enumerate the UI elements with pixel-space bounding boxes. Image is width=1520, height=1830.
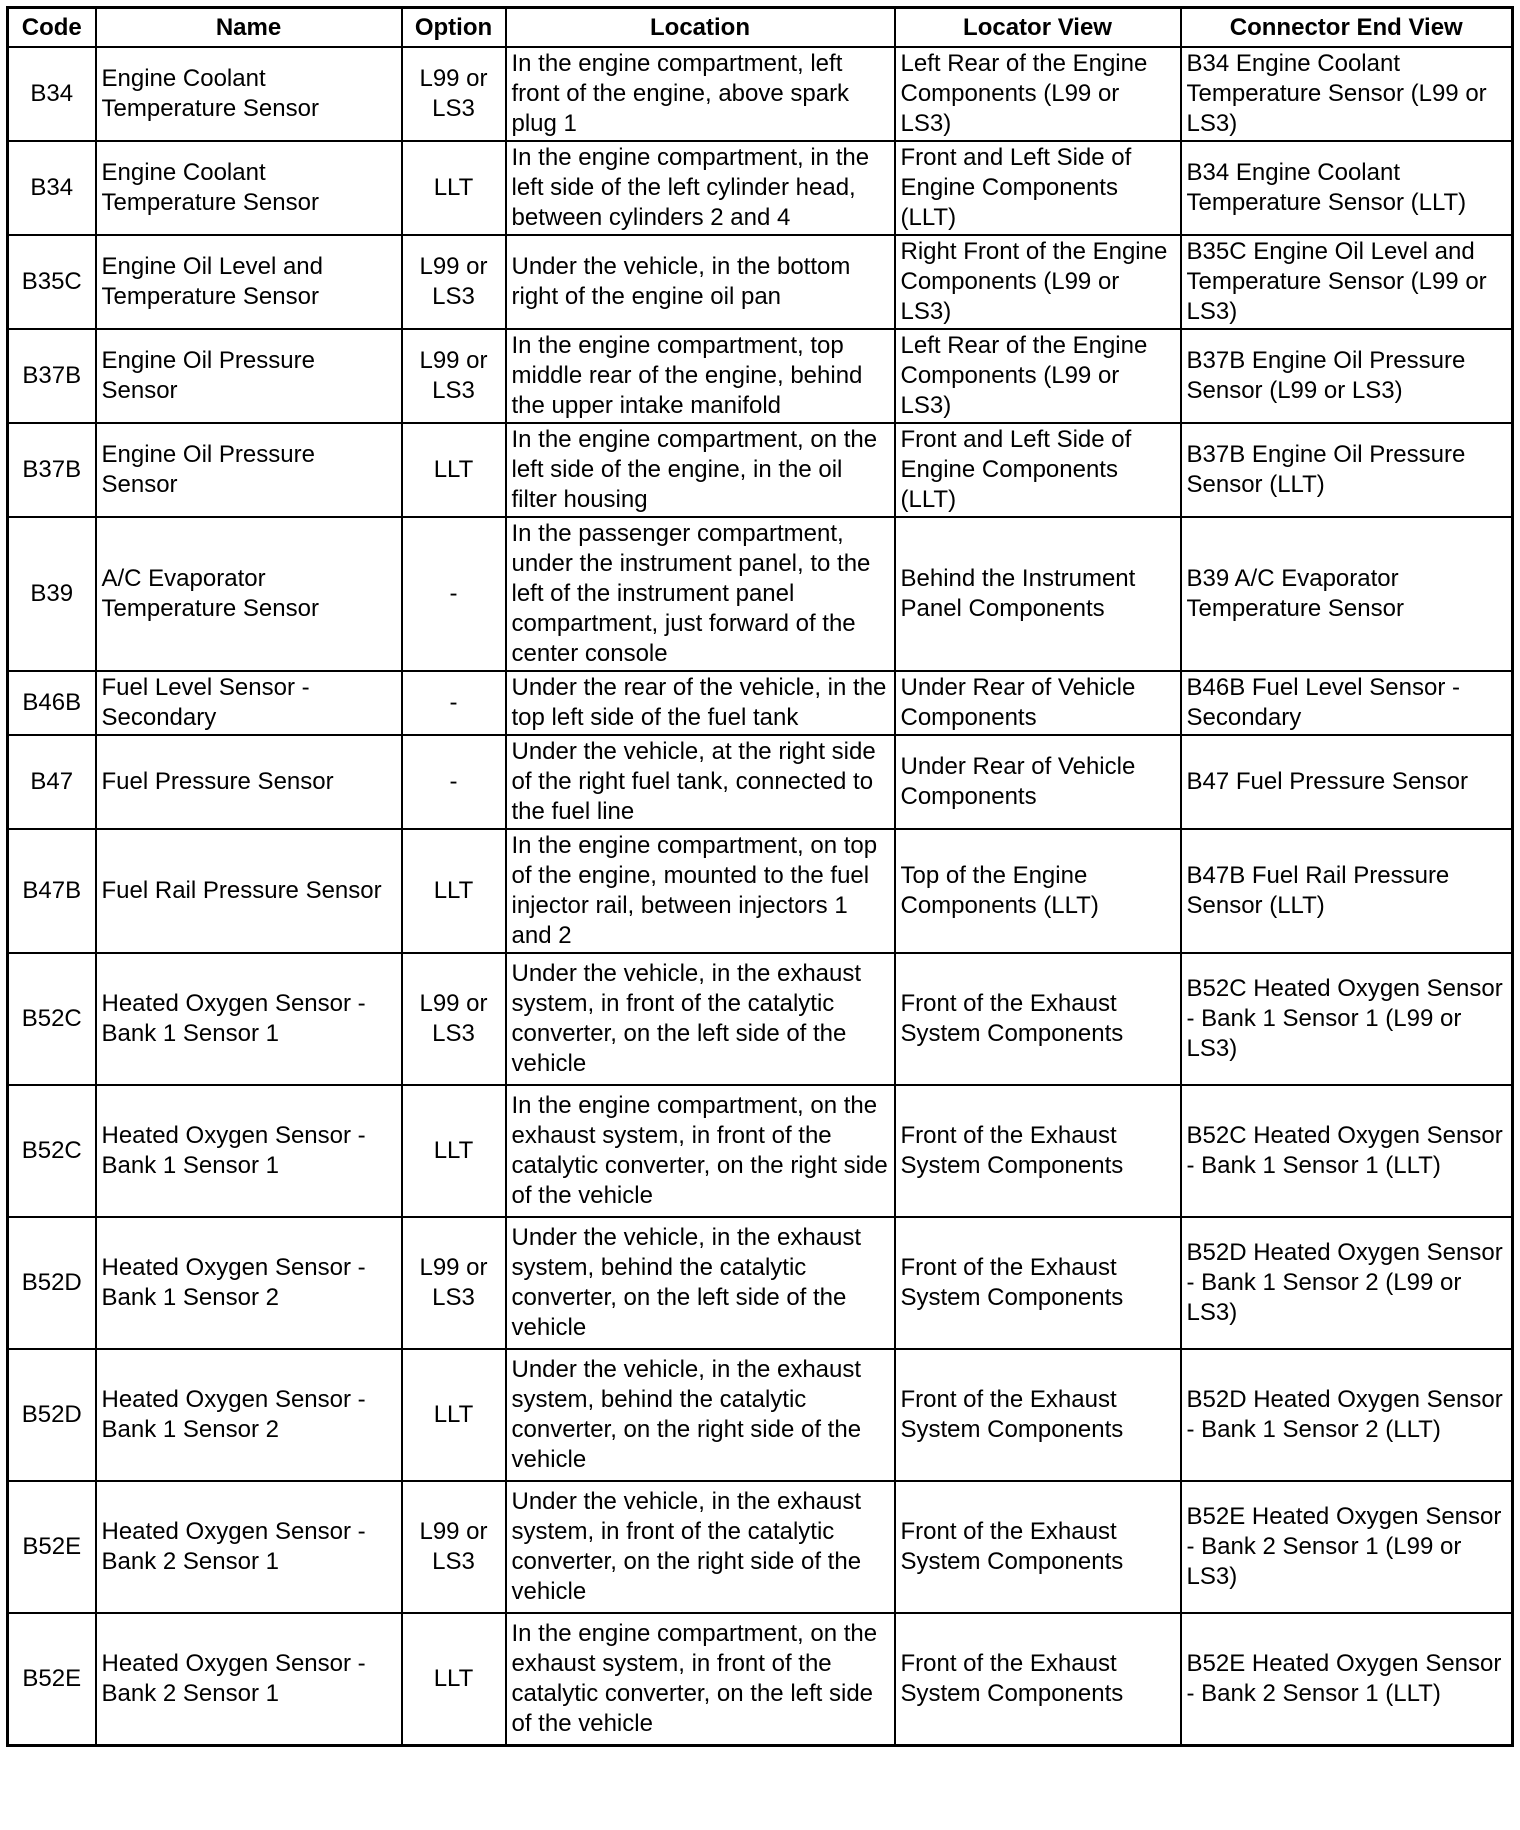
cell-name: Engine Oil Pressure Sensor [96,329,402,423]
cell-location: In the engine compartment, on the exhaust system, in front of the catalytic converter, on the left side of the vehicle [506,1613,895,1745]
cell-option: L99 or LS3 [402,953,506,1085]
cell-locator-view: Front and Left Side of Engine Components (LLT) [895,423,1181,517]
component-locator-table [6,6,1514,1747]
cell-name: Heated Oxygen Sensor - Bank 1 Sensor 2 [96,1349,402,1481]
cell-name: Fuel Rail Pressure Sensor [96,829,402,953]
table-header-row [8,8,1513,48]
cell-option: L99 or LS3 [402,1217,506,1349]
cell-locator-view: Under Rear of Vehicle Components [895,671,1181,735]
cell-location: Under the vehicle, in the bottom right of the engine oil pan [506,235,895,329]
cell-name: A/C Evaporator Temperature Sensor [96,517,402,671]
cell-connector-end-view: B52C Heated Oxygen Sensor - Bank 1 Sensor 1 (LLT) [1181,1085,1513,1217]
cell-locator-view: Front of the Exhaust System Components [895,1481,1181,1613]
cell-location: Under the rear of the vehicle, in the top left side of the fuel tank [506,671,895,735]
table-row [8,953,1513,1085]
cell-name: Heated Oxygen Sensor - Bank 1 Sensor 2 [96,1217,402,1349]
cell-location: In the engine compartment, on top of the engine, mounted to the fuel injector rail, between injectors 1 and 2 [506,829,895,953]
cell-option: LLT [402,1349,506,1481]
cell-code: B52D [8,1349,96,1481]
cell-code: B52E [8,1481,96,1613]
cell-option: L99 or LS3 [402,1481,506,1613]
cell-code: B34 [8,141,96,235]
cell-connector-end-view: B35C Engine Oil Level and Temperature Sensor (L99 or LS3) [1181,235,1513,329]
cell-option: - [402,735,506,829]
cell-option: LLT [402,1085,506,1217]
cell-locator-view: Top of the Engine Components (LLT) [895,829,1181,953]
cell-option: LLT [402,141,506,235]
cell-code: B34 [8,47,96,141]
cell-connector-end-view: B34 Engine Coolant Temperature Sensor (LLT) [1181,141,1513,235]
cell-name: Engine Coolant Temperature Sensor [96,47,402,141]
cell-location: Under the vehicle, in the exhaust system, in front of the catalytic converter, on the right side of the vehicle [506,1481,895,1613]
cell-locator-view: Front of the Exhaust System Components [895,1217,1181,1349]
cell-connector-end-view: B52D Heated Oxygen Sensor - Bank 1 Sensor 2 (L99 or LS3) [1181,1217,1513,1349]
cell-connector-end-view: B52C Heated Oxygen Sensor - Bank 1 Sensor 1 (L99 or LS3) [1181,953,1513,1085]
cell-connector-end-view: B39 A/C Evaporator Temperature Sensor [1181,517,1513,671]
cell-location: In the engine compartment, left front of the engine, above spark plug 1 [506,47,895,141]
cell-code: B37B [8,423,96,517]
table-row [8,329,1513,423]
table-row [8,671,1513,735]
cell-name: Engine Oil Pressure Sensor [96,423,402,517]
cell-locator-view: Left Rear of the Engine Components (L99 or LS3) [895,47,1181,141]
cell-code: B47B [8,829,96,953]
cell-code: B47 [8,735,96,829]
cell-location: In the engine compartment, on the left side of the engine, in the oil filter housing [506,423,895,517]
cell-name: Engine Oil Level and Temperature Sensor [96,235,402,329]
table-row [8,1349,1513,1481]
cell-name: Heated Oxygen Sensor - Bank 2 Sensor 1 [96,1481,402,1613]
cell-option: - [402,517,506,671]
cell-locator-view: Front of the Exhaust System Components [895,953,1181,1085]
cell-option: LLT [402,423,506,517]
table-row [8,47,1513,141]
cell-location: Under the vehicle, at the right side of the right fuel tank, connected to the fuel line [506,735,895,829]
table-row [8,1613,1513,1745]
cell-locator-view: Under Rear of Vehicle Components [895,735,1181,829]
table-row [8,423,1513,517]
cell-code: B52C [8,1085,96,1217]
cell-option: L99 or LS3 [402,329,506,423]
cell-connector-end-view: B52D Heated Oxygen Sensor - Bank 1 Sensor 2 (LLT) [1181,1349,1513,1481]
header-name: Name [96,8,402,48]
cell-location: In the passenger compartment, under the instrument panel, to the left of the instrument panel compartment, just forward of the center console [506,517,895,671]
cell-connector-end-view: B37B Engine Oil Pressure Sensor (LLT) [1181,423,1513,517]
cell-code: B52E [8,1613,96,1745]
table-row [8,1217,1513,1349]
header-connector-end-view: Connector End View [1181,8,1513,48]
cell-connector-end-view: B52E Heated Oxygen Sensor - Bank 2 Sensor 1 (L99 or LS3) [1181,1481,1513,1613]
cell-code: B35C [8,235,96,329]
cell-location: Under the vehicle, in the exhaust system, behind the catalytic converter, on the right side of the vehicle [506,1349,895,1481]
table-row [8,829,1513,953]
table-row [8,735,1513,829]
cell-locator-view: Front of the Exhaust System Components [895,1613,1181,1745]
cell-code: B46B [8,671,96,735]
cell-name: Heated Oxygen Sensor - Bank 1 Sensor 1 [96,1085,402,1217]
header-code: Code [8,8,96,48]
cell-code: B52C [8,953,96,1085]
table-row [8,517,1513,671]
cell-connector-end-view: B46B Fuel Level Sensor - Secondary [1181,671,1513,735]
cell-locator-view: Left Rear of the Engine Components (L99 or LS3) [895,329,1181,423]
cell-location: In the engine compartment, on the exhaust system, in front of the catalytic converter, on the right side of the vehicle [506,1085,895,1217]
component-locator-table-container [6,6,1511,1747]
cell-code: B37B [8,329,96,423]
cell-locator-view: Front and Left Side of Engine Components (LLT) [895,141,1181,235]
cell-name: Heated Oxygen Sensor - Bank 2 Sensor 1 [96,1613,402,1745]
cell-name: Fuel Pressure Sensor [96,735,402,829]
cell-location: In the engine compartment, top middle rear of the engine, behind the upper intake manifold [506,329,895,423]
cell-connector-end-view: B47 Fuel Pressure Sensor [1181,735,1513,829]
cell-option: LLT [402,829,506,953]
cell-locator-view: Front of the Exhaust System Components [895,1349,1181,1481]
table-row [8,1085,1513,1217]
cell-location: Under the vehicle, in the exhaust system, in front of the catalytic converter, on the left side of the vehicle [506,953,895,1085]
cell-name: Heated Oxygen Sensor - Bank 1 Sensor 1 [96,953,402,1085]
cell-locator-view: Behind the Instrument Panel Components [895,517,1181,671]
cell-option: L99 or LS3 [402,235,506,329]
cell-connector-end-view: B47B Fuel Rail Pressure Sensor (LLT) [1181,829,1513,953]
cell-connector-end-view: B52E Heated Oxygen Sensor - Bank 2 Sensor 1 (LLT) [1181,1613,1513,1745]
table-row [8,1481,1513,1613]
cell-option: - [402,671,506,735]
table-row [8,141,1513,235]
cell-name: Fuel Level Sensor - Secondary [96,671,402,735]
cell-connector-end-view: B37B Engine Oil Pressure Sensor (L99 or LS3) [1181,329,1513,423]
cell-code: B52D [8,1217,96,1349]
cell-locator-view: Front of the Exhaust System Components [895,1085,1181,1217]
cell-location: Under the vehicle, in the exhaust system, behind the catalytic converter, on the left side of the vehicle [506,1217,895,1349]
cell-option: LLT [402,1613,506,1745]
header-location: Location [506,8,895,48]
table-row [8,235,1513,329]
cell-code: B39 [8,517,96,671]
header-locator-view: Locator View [895,8,1181,48]
cell-name: Engine Coolant Temperature Sensor [96,141,402,235]
cell-location: In the engine compartment, in the left side of the left cylinder head, between cylinders 2 and 4 [506,141,895,235]
cell-option: L99 or LS3 [402,47,506,141]
cell-connector-end-view: B34 Engine Coolant Temperature Sensor (L99 or LS3) [1181,47,1513,141]
cell-locator-view: Right Front of the Engine Components (L99 or LS3) [895,235,1181,329]
header-option: Option [402,8,506,48]
